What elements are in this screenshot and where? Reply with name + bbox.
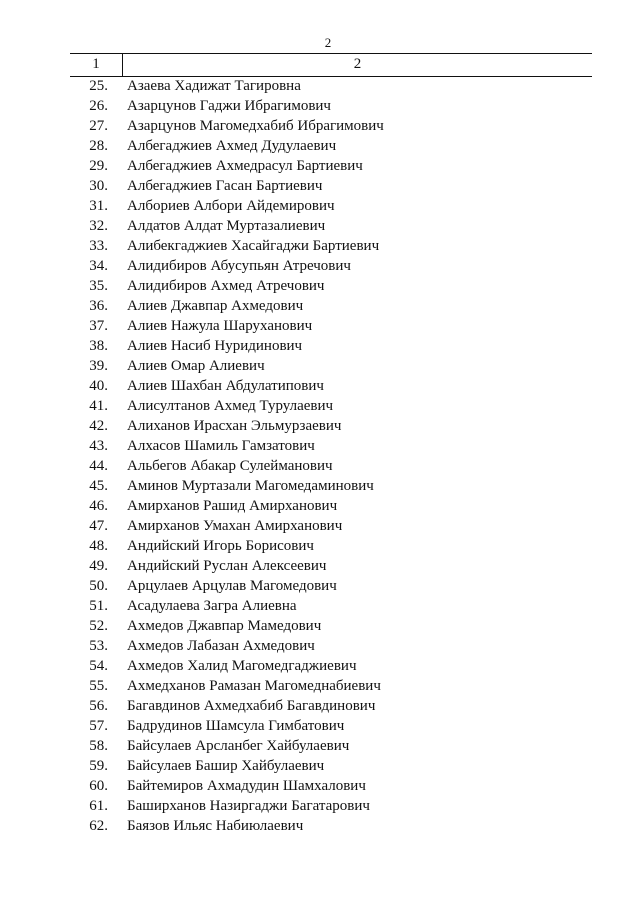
row-name: Андийский Игорь Борисович bbox=[127, 538, 314, 554]
table-row bbox=[0, 336, 640, 356]
table-row bbox=[0, 376, 640, 396]
table-row bbox=[0, 736, 640, 756]
table-row bbox=[0, 156, 640, 176]
row-number: 55. bbox=[89, 678, 108, 694]
table-row bbox=[0, 316, 640, 336]
row-name: Азарцунов Магомедхабиб Ибрагимович bbox=[127, 118, 384, 134]
row-number: 30. bbox=[89, 178, 108, 194]
table-row bbox=[0, 276, 640, 296]
row-name: Алиев Насиб Нуридинович bbox=[127, 338, 303, 354]
row-number: 52. bbox=[89, 618, 108, 634]
row-number: 44. bbox=[89, 458, 108, 474]
table-row bbox=[0, 496, 640, 516]
table-row bbox=[0, 456, 640, 476]
row-name: Алиев Джавпар Ахмедович bbox=[127, 298, 304, 314]
row-name: Байтемиров Ахмадудин Шамхалович bbox=[127, 778, 366, 794]
row-number: 54. bbox=[89, 658, 108, 674]
row-name: Алидибиров Абусупьян Атречович bbox=[127, 258, 351, 274]
row-number: 36. bbox=[89, 298, 108, 314]
row-name: Ахмедов Халид Магомедгаджиевич bbox=[127, 658, 357, 674]
row-name: Алисултанов Ахмед Турулаевич bbox=[127, 398, 334, 414]
table-row bbox=[0, 696, 640, 716]
table-row bbox=[0, 816, 640, 836]
row-number: 42. bbox=[89, 418, 108, 434]
row-number: 27. bbox=[89, 118, 108, 134]
table-row bbox=[0, 596, 640, 616]
row-name: Алиев Нажула Шаруханович bbox=[127, 318, 313, 334]
table-row bbox=[0, 576, 640, 596]
row-number: 45. bbox=[89, 478, 108, 494]
row-number: 53. bbox=[89, 638, 108, 654]
row-name: Ахмедханов Рамазан Магомеднабиевич bbox=[127, 678, 381, 694]
row-number: 60. bbox=[89, 778, 108, 794]
row-number: 61. bbox=[89, 798, 108, 814]
row-number: 37. bbox=[89, 318, 108, 334]
row-number: 40. bbox=[89, 378, 108, 394]
row-number: 25. bbox=[89, 78, 108, 94]
table-row bbox=[0, 416, 640, 436]
table-row bbox=[0, 196, 640, 216]
row-name: Амирханов Умахан Амирханович bbox=[127, 518, 343, 534]
row-name: Баязов Ильяс Набиюлаевич bbox=[127, 818, 304, 834]
table-row bbox=[0, 476, 640, 496]
row-number: 46. bbox=[89, 498, 108, 514]
row-name: Бадрудинов Шамсула Гимбатович bbox=[127, 718, 345, 734]
table-row bbox=[0, 716, 640, 736]
row-name: Алиев Шахбан Абдулатипович bbox=[127, 378, 324, 394]
table-row bbox=[0, 216, 640, 236]
row-number: 50. bbox=[89, 578, 108, 594]
table-row bbox=[0, 756, 640, 776]
table-row bbox=[0, 656, 640, 676]
row-name: Алхасов Шамиль Гамзатович bbox=[127, 438, 315, 454]
table-header bbox=[70, 53, 592, 77]
row-number: 38. bbox=[89, 338, 108, 354]
row-name: Албегаджиев Ахмедрасул Бартиевич bbox=[127, 158, 363, 174]
row-name: Асадулаева Загра Алиевна bbox=[127, 598, 297, 614]
row-name: Алидибиров Ахмед Атречович bbox=[127, 278, 325, 294]
column-header-number: 1 bbox=[92, 56, 100, 72]
table-row bbox=[0, 556, 640, 576]
table-row bbox=[0, 256, 640, 276]
table-row bbox=[0, 776, 640, 796]
page-number: 2 bbox=[324, 35, 332, 50]
table-row bbox=[0, 76, 640, 96]
row-name: Албегаджиев Гасан Бартиевич bbox=[127, 178, 323, 194]
row-number: 59. bbox=[89, 758, 108, 774]
row-name: Амирханов Рашид Амирханович bbox=[127, 498, 338, 514]
row-name: Албегаджиев Ахмед Дудулаевич bbox=[127, 138, 337, 154]
table-row bbox=[0, 436, 640, 456]
column-header-name: 2 bbox=[353, 56, 362, 72]
table-row bbox=[0, 676, 640, 696]
row-number: 62. bbox=[89, 818, 108, 834]
row-number: 51. bbox=[89, 598, 108, 614]
table-row bbox=[0, 636, 640, 656]
row-name: Альбегов Абакар Сулейманович bbox=[127, 458, 333, 474]
row-name: Арцулаев Арцулав Магомедович bbox=[127, 578, 337, 594]
row-name: Азарцунов Гаджи Ибрагимович bbox=[127, 98, 331, 114]
table-row bbox=[0, 296, 640, 316]
row-number: 39. bbox=[89, 358, 108, 374]
row-number: 33. bbox=[89, 238, 108, 254]
table-row bbox=[0, 136, 640, 156]
row-name: Аминов Муртазали Магомедаминович bbox=[127, 478, 374, 494]
row-number: 28. bbox=[89, 138, 108, 154]
row-name: Азаева Хадижат Тагировна bbox=[127, 78, 301, 94]
row-name: Алибекгаджиев Хасайгаджи Бартиевич bbox=[127, 238, 380, 254]
table-row bbox=[0, 536, 640, 556]
row-number: 34. bbox=[89, 258, 108, 274]
row-name: Алиев Омар Алиевич bbox=[127, 358, 265, 374]
table-row bbox=[0, 236, 640, 256]
row-number: 31. bbox=[89, 198, 108, 214]
row-name: Алиханов Ирасхан Эльмурзаевич bbox=[127, 418, 342, 434]
row-name: Байсулаев Арсланбег Хайбулаевич bbox=[127, 738, 350, 754]
row-number: 56. bbox=[89, 698, 108, 714]
row-name: Ахмедов Лабазан Ахмедович bbox=[127, 638, 315, 654]
table-row bbox=[0, 516, 640, 536]
table-row bbox=[0, 176, 640, 196]
row-name: Багавдинов Ахмедхабиб Багавдинович bbox=[127, 698, 376, 714]
row-number: 35. bbox=[89, 278, 108, 294]
row-number: 58. bbox=[89, 738, 108, 754]
table-row bbox=[0, 396, 640, 416]
table-row bbox=[0, 356, 640, 376]
row-name: Алдатов Алдат Муртазалиевич bbox=[127, 218, 326, 234]
row-number: 47. bbox=[89, 518, 108, 534]
name-list bbox=[0, 76, 640, 836]
row-number: 29. bbox=[89, 158, 108, 174]
table-row bbox=[0, 796, 640, 816]
row-name: Байсулаев Башир Хайбулаевич bbox=[127, 758, 325, 774]
row-name: Ахмедов Джавпар Мамедович bbox=[127, 618, 322, 634]
row-number: 43. bbox=[89, 438, 108, 454]
table-row bbox=[0, 96, 640, 116]
row-number: 32. bbox=[89, 218, 108, 234]
row-number: 57. bbox=[89, 718, 108, 734]
row-name: Андийский Руслан Алексеевич bbox=[127, 558, 327, 574]
row-number: 48. bbox=[89, 538, 108, 554]
table-row bbox=[0, 116, 640, 136]
row-name: Албориев Албори Айдемирович bbox=[127, 198, 335, 214]
row-number: 41. bbox=[89, 398, 108, 414]
row-number: 26. bbox=[89, 98, 108, 114]
row-name: Баширханов Назиргаджи Багатарович bbox=[127, 798, 370, 814]
row-number: 49. bbox=[89, 558, 108, 574]
table-row bbox=[0, 616, 640, 636]
